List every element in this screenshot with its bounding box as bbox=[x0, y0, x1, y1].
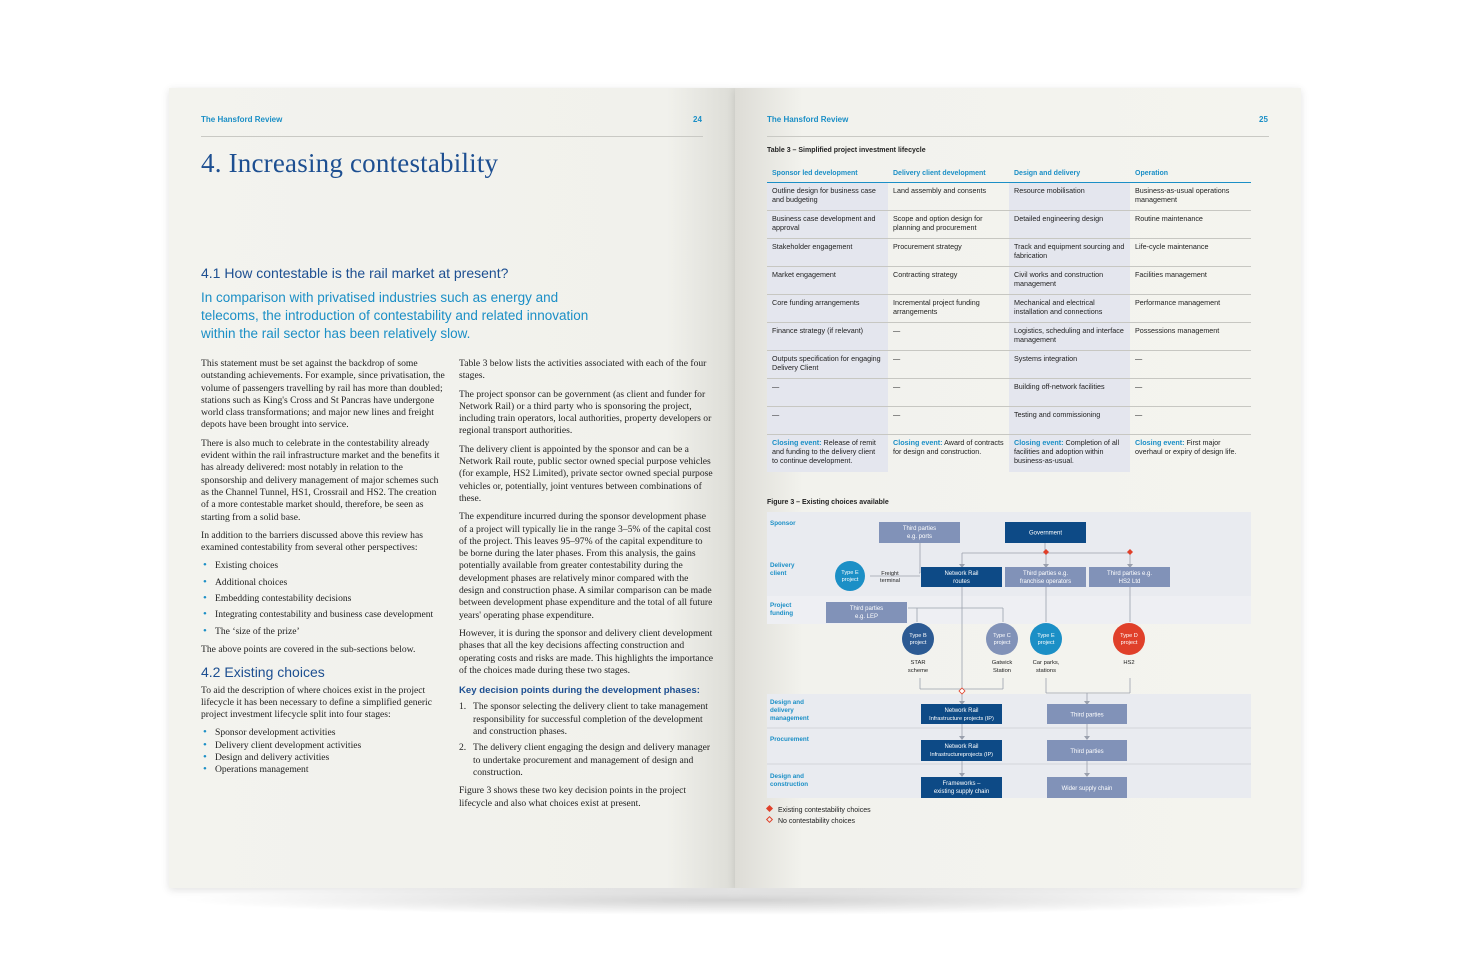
item-text: The delivery client engaging the design and delivery manager to undertake procurement and management of design and construction. bbox=[473, 742, 711, 778]
circle-label: Type C bbox=[993, 633, 1011, 639]
node-caption: Gatwick bbox=[991, 660, 1013, 666]
numbered-item bbox=[459, 701, 714, 738]
table-cell: Business-as-usual operations management bbox=[1130, 183, 1251, 211]
row-label-client: client bbox=[770, 570, 787, 577]
type-d-project-circle bbox=[1113, 623, 1145, 655]
circle-label: Type B bbox=[909, 633, 927, 639]
box-label: Frameworks – bbox=[942, 781, 981, 787]
table-cell: — bbox=[888, 323, 1009, 351]
table-cell: Detailed engineering design bbox=[1009, 211, 1130, 239]
item-number: 2. bbox=[459, 742, 467, 754]
legend-item-existing bbox=[767, 807, 871, 814]
table-cell: Market engagement bbox=[767, 267, 888, 295]
table-cell: Finance strategy (if relevant) bbox=[767, 323, 888, 351]
table-cell: Procurement strategy bbox=[888, 239, 1009, 267]
box-label: Third parties bbox=[902, 526, 937, 532]
page-number: 25 bbox=[1259, 115, 1268, 124]
type-c-project-circle bbox=[986, 623, 1018, 655]
table-cell: Business case development and approval bbox=[767, 211, 888, 239]
table-cell: Resource mobilisation bbox=[1009, 183, 1130, 211]
circle-label: project bbox=[993, 640, 1011, 646]
node-caption: Car parks, bbox=[1032, 660, 1060, 666]
box-label: existing supply chain bbox=[933, 789, 990, 795]
running-header: The Hansford Review bbox=[767, 115, 849, 124]
row-label-design-and-2: Design and bbox=[770, 773, 804, 780]
column-header: Design and delivery bbox=[1009, 167, 1130, 183]
legend-item-none bbox=[767, 818, 855, 825]
table-cell: Systems integration bbox=[1009, 351, 1130, 379]
row-label-construction: construction bbox=[770, 781, 809, 788]
table-cell: Life-cycle maintenance bbox=[1130, 239, 1251, 267]
table-cell: — bbox=[1130, 351, 1251, 379]
box-label: Network Rail bbox=[944, 571, 979, 577]
box-label: Infrastructureprojects (IP) bbox=[929, 752, 994, 758]
key-decision-heading: Key decision points during the development phases: bbox=[459, 685, 700, 697]
paragraph: There is also much to celebrate in the contestability already evident within the rail infrastructure market and the benefits it has already delivered: most notably in relation to the sponsorship and delivery management of major schemes such as the Channel Tunnel, HS1, Crossrail and HS2. The creation of a more contestable market should, therefore, be seen as starting from a solid base. bbox=[201, 437, 440, 523]
table-cell: Land assembly and consents bbox=[888, 183, 1009, 211]
circle-label: project bbox=[909, 640, 927, 646]
row-label-sponsor: Sponsor bbox=[770, 520, 796, 527]
table-cell: — bbox=[1130, 379, 1251, 407]
paragraph: However, it is during the sponsor and delivery client development phases that all the key decisions affecting construction and operating costs and risks are made. This highlights the importance of the choices made during these two stages. bbox=[459, 627, 714, 676]
lead-paragraph: In comparison with privatised industries such as energy and telecoms, the introduction of contestability and related innovation within the rail sector has been relatively slow. bbox=[201, 290, 589, 341]
paragraph: To aid the description of where choices exist in the project lifecycle it has been necessary to define a simplified generic project investment lifecycle split into four stages: bbox=[201, 684, 432, 721]
closing-event-label: Closing event: bbox=[772, 438, 822, 447]
circle-label: project bbox=[1037, 640, 1055, 646]
node-caption: terminal bbox=[880, 578, 900, 584]
column-header: Delivery client development bbox=[888, 167, 1009, 183]
stages-list bbox=[201, 727, 446, 776]
closing-event-label: Closing event: bbox=[1014, 438, 1064, 447]
box-label: Third parties e.g. bbox=[1022, 571, 1069, 577]
header-rule bbox=[201, 136, 703, 137]
decision-points-list bbox=[459, 701, 714, 779]
table-cell: — bbox=[888, 379, 1009, 407]
box-label: Infrastructure projects (IP) bbox=[929, 716, 994, 722]
existing-choices-figure bbox=[735, 88, 1301, 888]
section-4-1-title: 4.1 How contestable is the rail market at present? bbox=[201, 265, 509, 281]
box-label: e.g. ports bbox=[906, 534, 933, 540]
list-item: • Additional choices bbox=[201, 577, 446, 589]
table-cell: Testing and commissioning bbox=[1009, 407, 1130, 435]
row-label-delivery: Delivery bbox=[770, 562, 795, 569]
list-item: • Integrating contestability and business case development bbox=[201, 609, 446, 621]
type-e-project-circle bbox=[835, 561, 865, 591]
closing-event-text: First major overhaul or expiry of design life. bbox=[1135, 438, 1237, 456]
circle-label: Type E bbox=[841, 570, 859, 576]
row-label-design-and: Design and bbox=[770, 699, 804, 706]
table-cell: Incremental project funding arrangements bbox=[888, 295, 1009, 323]
numbered-item bbox=[459, 742, 714, 779]
book-shadow bbox=[175, 885, 1295, 915]
paragraph: The project sponsor can be government (as client and funder for Network Rail) or a third party who is sponsoring the project, including train operators, local authorities, property developers or regional transport authorities. bbox=[459, 388, 712, 437]
column-header: Sponsor led development bbox=[767, 167, 888, 183]
node-caption: scheme bbox=[907, 668, 929, 674]
paragraph: Table 3 below lists the activities associated with each of the four stages. bbox=[459, 358, 707, 382]
list-item: • Design and delivery activities bbox=[201, 752, 446, 764]
table-cell: Logistics, scheduling and interface management bbox=[1009, 323, 1130, 351]
closing-event-text: Completion of all facilities and adoption within business-as-usual. bbox=[1014, 438, 1120, 465]
box-label: routes bbox=[953, 579, 970, 585]
right-page bbox=[735, 88, 1301, 888]
circle-label: project bbox=[1120, 640, 1138, 646]
list-item: • Existing choices bbox=[201, 560, 446, 572]
row-label-procurement: Procurement bbox=[770, 736, 809, 743]
row-label-management: management bbox=[770, 715, 809, 722]
paragraph: The expenditure incurred during the sponsor development phase of a project will typically lie in the range 3–5% of the capital cost of the project. This leaves 95–97% of the capital expenditure to be borne during the later phases. From this analysis, the gains potentially available from greater contestability during the development phases are relatively minor compared with the design and construction phase. A similar comparison can be made between development phase expenditure and the total of all future years' operating phase expenditure. bbox=[459, 511, 713, 621]
node-caption: Freight bbox=[881, 571, 899, 577]
table-cell: Stakeholder engagement bbox=[767, 239, 888, 267]
table-cell: — bbox=[767, 379, 888, 407]
box-label: HS2 Ltd bbox=[1118, 579, 1141, 585]
paragraph: This statement must be set against the backdrop of some outstanding achievements. For example, since privatisation, the volume of passengers travelling by rail has more than doubled; stations such as King's Cross and St Pancras have undergone world class transformations; and major new lines and freight depots have been brought into service. bbox=[201, 358, 445, 431]
circle-label: project bbox=[841, 577, 859, 583]
outline-diamond-icon bbox=[766, 816, 773, 823]
node-caption: HS2 bbox=[1123, 660, 1135, 666]
box-label: Government bbox=[1028, 530, 1063, 537]
section-4-2-title: 4.2 Existing choices bbox=[201, 664, 325, 681]
circle-label: Type E bbox=[1037, 633, 1055, 639]
type-e-project-circle-2 bbox=[1030, 623, 1062, 655]
table-cell: — bbox=[888, 351, 1009, 379]
box-label: Network Rail bbox=[944, 708, 979, 714]
table-cell: Performance management bbox=[1130, 295, 1251, 323]
column-header: Operation bbox=[1130, 167, 1251, 183]
box-label: Third parties bbox=[1070, 712, 1104, 719]
page-number: 24 bbox=[693, 115, 702, 124]
table-cell: Building off-network facilities bbox=[1009, 379, 1130, 407]
paragraph: Figure 3 shows these two key decision points in the project lifecycle and also what choices exist at present. bbox=[459, 785, 687, 809]
band-delivery bbox=[767, 694, 1251, 798]
list-item: • The ‘size of the prize’ bbox=[201, 626, 446, 638]
table-cell: Routine maintenance bbox=[1130, 211, 1251, 239]
box-label: Wider supply chain bbox=[1061, 786, 1113, 792]
legend-label: Existing contestability choices bbox=[778, 807, 871, 814]
table-cell: — bbox=[888, 407, 1009, 435]
chapter-title: 4. Increasing contestability bbox=[201, 148, 499, 178]
list-item: • Sponsor development activities bbox=[201, 727, 446, 739]
box-label: Third parties bbox=[849, 606, 884, 612]
box-label: Third parties bbox=[1070, 749, 1104, 755]
text-column-2 bbox=[459, 358, 714, 816]
node-caption: STAR bbox=[910, 660, 926, 666]
list-item: • Delivery client development activities bbox=[201, 740, 446, 752]
paragraph: In addition to the barriers discussed above this review has examined contestability from several other perspectives: bbox=[201, 529, 423, 554]
table-cell: Scope and option design for planning and procurement bbox=[888, 211, 1009, 239]
table-cell: Core funding arrangements bbox=[767, 295, 888, 323]
type-b-project-circle bbox=[902, 623, 934, 655]
box-label: Network Rail bbox=[944, 744, 979, 750]
perspectives-list bbox=[201, 560, 446, 637]
list-item: • Embedding contestability decisions bbox=[201, 593, 446, 605]
row-label-project: Project bbox=[770, 602, 792, 609]
node-caption: stations bbox=[1036, 668, 1056, 674]
list-item: • Operations management bbox=[201, 764, 446, 776]
table-cell: Facilities management bbox=[1130, 267, 1251, 295]
item-number: 1. bbox=[459, 701, 467, 713]
table-cell: Track and equipment sourcing and fabrication bbox=[1009, 239, 1130, 267]
closing-event-text: Release of remit and funding to the delivery client to continue development. bbox=[772, 438, 876, 465]
table-cell: — bbox=[1130, 407, 1251, 435]
red-diamond-icon bbox=[766, 805, 773, 812]
paragraph: The above points are covered in the sub-sections below. bbox=[201, 643, 416, 655]
legend-label: No contestability choices bbox=[778, 818, 856, 825]
item-text: The sponsor selecting the delivery client to take management responsibility for successful completion of the development and construction phases. bbox=[473, 701, 708, 738]
table-cell: Outline design for business case and budgeting bbox=[767, 183, 888, 211]
box-label: franchise operators bbox=[1019, 579, 1072, 585]
table-cell: Civil works and construction management bbox=[1009, 267, 1130, 295]
table-cell: Outputs specification for engaging Delivery Client bbox=[767, 351, 888, 379]
table-cell: Mechanical and electrical installation and connections bbox=[1009, 295, 1130, 323]
left-page bbox=[169, 88, 735, 888]
closing-event-label: Closing event: bbox=[893, 438, 943, 447]
running-header: The Hansford Review bbox=[201, 115, 283, 124]
text-column-1 bbox=[201, 358, 446, 783]
paragraph: The delivery client is appointed by the sponsor and can be a Network Rail route, public sector owned special purpose vehicles (for example, HS2 Limited), private sector owned special purpose vehicles or, potentially, joint ventures between combinations of these. bbox=[459, 443, 713, 504]
closing-event-text: Award of contracts for design and construction. bbox=[893, 438, 1004, 456]
table-cell: Possessions management bbox=[1130, 323, 1251, 351]
box-label: Third parties e.g. bbox=[1106, 571, 1153, 577]
row-label-funding: funding bbox=[770, 610, 794, 617]
closing-event-label: Closing event: bbox=[1135, 438, 1185, 447]
row-label-delivery2: delivery bbox=[770, 707, 794, 714]
figure-title: Figure 3 – Existing choices available bbox=[767, 499, 889, 506]
table-title: Table 3 – Simplified project investment lifecycle bbox=[767, 147, 926, 154]
table-cell: — bbox=[767, 407, 888, 435]
box-label: e.g. LEP bbox=[854, 614, 879, 620]
table-cell: Contracting strategy bbox=[888, 267, 1009, 295]
node-caption: Station bbox=[992, 668, 1012, 674]
circle-label: Type D bbox=[1120, 633, 1138, 639]
